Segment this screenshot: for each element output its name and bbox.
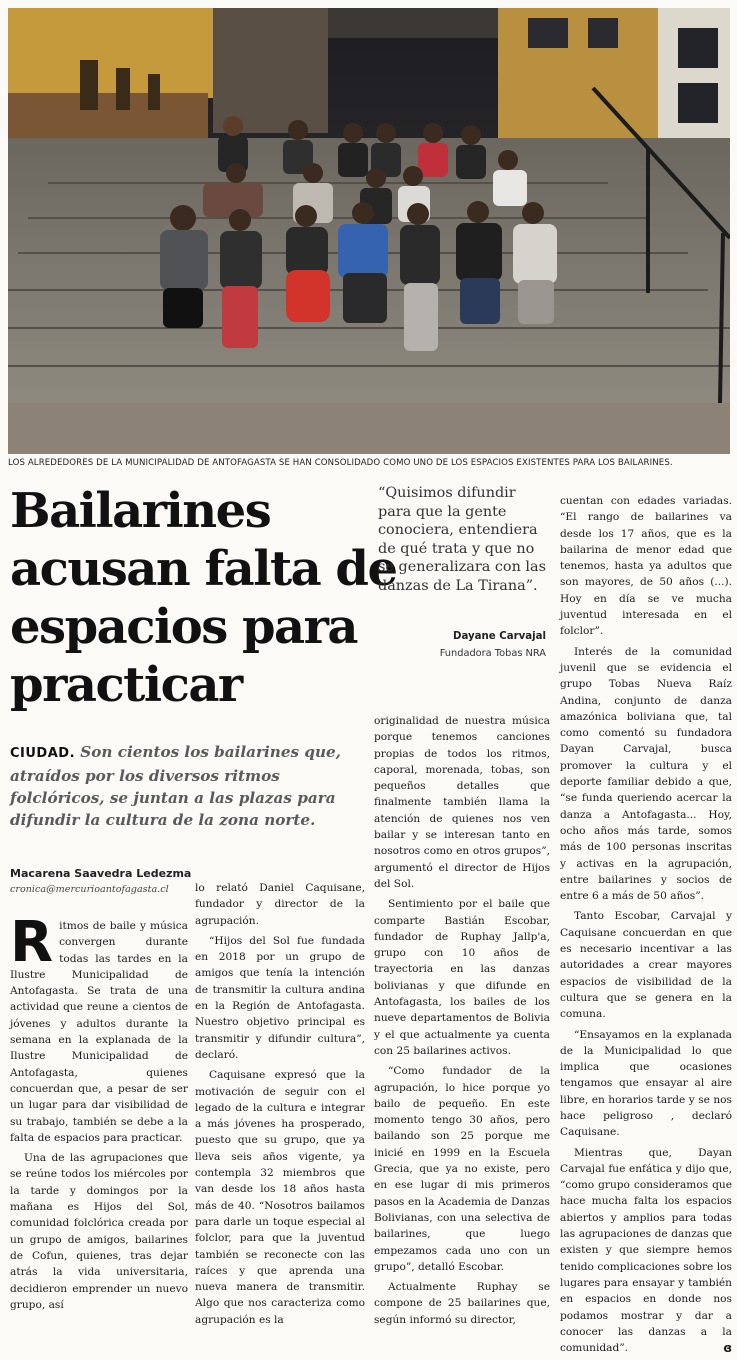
headline-line: practicar [10, 657, 242, 713]
paragraph: “Hijos del Sol fue fundada en 2018 por un grupo de amigos que tenía la intención de transmitir la cultura andina en la Región de Antofagasta. Nuestro objetivo principal es transmitir y difundir cultura”, declaró. [195, 934, 365, 1061]
headline-line: acusan falta de [10, 541, 397, 597]
quote-attribution-role: Fundadora Tobas NRA [439, 648, 546, 659]
paragraph: Actualmente Ruphay se compone de 25 bailarines que, según informó su director, [374, 1281, 550, 1326]
drop-cap: R [10, 910, 54, 975]
paragraph: Interés de la comunidad juvenil que se evidencia el grupo Tobas Nueva Raíz Andina, conjunto de danza amazónica boliviana que, tal como comentó su fundadora Dayan Carvajal, busca promover la cultura y el deporte familiar debido a que, “se funda queriendo acercar la danza a Antofagasta... Hoy, ocho años más tarde, somos más de 100 personas inscritas y activas en la agrupación, entre bailarines y socios de entre 6 a más de 50 años”. [560, 645, 732, 903]
lead-text: Son cientos los bailarines que, atraídos por los diversos ritmos folclóricos, se juntan a las plazas para difundir la cultura de la zona norte. [10, 743, 341, 829]
headline [10, 482, 397, 714]
pull-quote: “Quisimos difundir para que la gente conociera, entendiera de qué trata y que no se generalizara con las danzas de La Tirana”. [378, 485, 546, 594]
section-kicker: CIUDAD. [10, 746, 76, 761]
article-column-1 [10, 910, 188, 1317]
article-column-2 [195, 880, 365, 1332]
news-photo [8, 8, 730, 454]
article-column-3 [374, 713, 550, 1332]
paragraph [560, 1145, 732, 1357]
headline-line: espacios para [10, 599, 357, 655]
end-of-article-icon: ɞ [723, 1341, 732, 1356]
paragraph-text: itmos de baile y música convergen durante todas las tardes en la Ilustre Municipalidad de Antofagasta. Se trata de una actividad que reune a cientos de jóvenes y adultos durante la semana en la explanada de la Ilustre Municipalidad de Antofagasta, quienes concuerdan que, a pesar de ser un lugar para dar visibilidad de su trabajo, también se debe a la falta de espacios para practicar. [10, 920, 188, 1144]
paragraph: cuentan con edades variadas. “El rango de bailarines va desde los 17 años, que es la bailarina de menor edad que tenemos, hasta ya adultos que son mayores, de 50 años (...). Hoy en día se ve mucha juventud interesada en el folclor”. [560, 495, 732, 638]
paragraph [10, 910, 188, 1146]
paragraph: “Como fundador de la agrupación, lo hice porque yo bailo de pequeño. En este momento tengo 30 años, pero bailando son 25 porque me inicié en 1999 en la Escuela Grecia, que ya no existe, pero en ese lugar di mis primeros pasos en la Academia de Danzas Bolivianas, con una selectiva de bailarines, que luego empezamos cada uno con un grupo”, detalló Escobar. [374, 1065, 550, 1273]
article-column-4 [560, 493, 732, 1360]
paragraph: “Ensayamos en la explanada de la Municipalidad lo que implica que ocasiones tengamos que ensayar al aire libre, en horarios tarde y se nos hace peligroso , declaró Caquisane. [560, 1028, 732, 1139]
lead-paragraph [10, 741, 362, 831]
paragraph: Una de las agrupaciones que se reúne todos los miércoles por la tarde y domingos por la mañana es Hijos del Sol, comunidad folclórica creada por un grupo de amigos, bailarines de Cofun, quienes, tras dejar atrás la vida universitaria, decidieron emprender un nuevo grupo, así [10, 1152, 188, 1311]
author-name: Macarena Saavedra Ledezma [10, 867, 192, 880]
paragraph-text: Mientras que, Dayan Carvajal fue enfática y dijo que, “como grupo consideramos que hace mucha falta los espacios abiertos y amplios para todas las agrupaciones de danzas que existen y que siempre hemos tenido complicaciones sobre los lugares para ensayar y también en espacios en donde nos podamos mostrar y dar a conocer las danzas a la comunidad”. [560, 1146, 732, 1355]
paragraph: Caquisane expresó que la motivación de seguir con el legado de la cultura e integrar a más jóvenes ha prosperado, puesto que su grupo, que ya lleva seis años vigente, ya contempla 32 miembros que van desde los 18 años hasta más de 40. “Nosotros bailamos para darle un toque especial al folclor, para que la juventud también se reconecte con las raíces y que aprenda una nueva manera de transmitir. Algo que nos caracteriza como agrupación es la [195, 1069, 365, 1326]
headline-line: Bailarines [10, 483, 271, 539]
byline [10, 867, 190, 895]
dancers-group-photo [8, 8, 730, 454]
paragraph: Tanto Escobar, Carvajal y Caquisane concuerdan en que es necesario incentivar a las autoridades a crear mayores espacios de visibilidad de la cultura que se genera en la comuna. [560, 910, 732, 1021]
paragraph: originalidad de nuestra música porque tenemos canciones propias de todos los ritmos, caporal, morenada, tobas, son pequeños detalles que finalmente también llama la atención de quienes nos ven bailar y se interesan tanto en nosotros como en otros grupos”, argumentó el director de Hijos del Sol. [374, 715, 550, 890]
author-email[interactable]: cronica@mercurioantofagasta.cl [10, 884, 169, 895]
paragraph: lo relató Daniel Caquisane, fundador y director de la agrupación. [195, 882, 365, 927]
quote-attribution-name: Dayane Carvajal [453, 631, 546, 642]
photo-caption: LOS ALREDEDORES DE LA MUNICIPALIDAD DE ANTOFAGASTA SE HAN CONSOLIDADO COMO UNO DE LOS ESPACIOS EXISTENTES PARA LOS BAILARINES. [8, 458, 673, 468]
paragraph: Sentimiento por el baile que comparte Bastián Escobar, fundador de Ruphay Jallp'a, grupo con 10 años de trayectoria en las danzas bolivianas y que difunde en Antofagasta, los bailes de los nueve departamentos de Bolivia y el que actualmente ya cuenta con 25 bailarines activos. [374, 898, 550, 1057]
